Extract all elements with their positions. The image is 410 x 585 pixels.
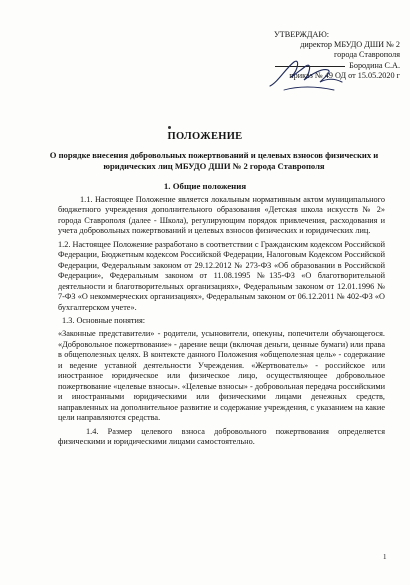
paragraph-1-1: 1.1. Настоящее Положение является локальным нормативным актом муниципального бюджетного учреждения дополнительного образования «Детская школа искусств № 2» города Ставрополя (далее - Школа), регулирующим порядок привлечения, расходования и учета добровольных пожертвований и целевых взносов физических и юридических лиц. [58,195,385,236]
signature-line [275,66,345,67]
document-subtitle: О порядке внесения добровольных пожертвований и целевых взносов физических и юридических лиц МБУДО ДШИ № 2 города Ставрополя [49,150,379,171]
approval-position: директор МБУДО ДШИ № 2 [300,40,400,50]
document-title: ПОЛОЖЕНИЕ [167,131,243,142]
approval-block [210,30,400,81]
paragraph-definitions: «Законные представители» - родители, усыновители, опекуны, попечители обучающегося. «Добровольное пожертвование» - дарение вещи (включая деньги, ценные бумаги) или права в общеполезных целях. В контексте данного Положения «общеполезная цель» - содержание и ведение уставной деятельности Учреждения. «Жертвователь» - российское или иностранное юридическое или физическое лицо, осуществляющее добровольное пожертвование «целевые взносы». «Целевые взносы» - добровольная передача российскими и иностранными юридическими или физическими лицами денежных средств, направленных на дополнительное развитие и содержание учреждения, с указанием на какие цели направляются средства. [58,329,385,423]
paragraph-1-3: 1.3. Основные понятия: [62,315,146,325]
stray-mark [168,126,171,129]
page-number: 1 [383,553,387,561]
approval-heading: УТВЕРЖДАЮ: [274,30,330,39]
approval-signer-line [210,61,400,71]
paragraph-1-2: 1.2. Настоящее Положение разработано в соответствии с Гражданским кодексом Российской Федерации, Бюджетным кодексом Российской Федерации, Налоговым Кодексом Российской Федерации, Федеральным законом от 29.12.2012 № 273-ФЗ «Об образовании в Российской Федерации», Федеральным законом от 11.08.1995 №135-ФЗ «О благотворительной деятельности и благотворительных организациях», Федеральным законом от 12.01.1996 № 7-ФЗ «О некоммерческих организациях», Федеральным законом от 06.12.2011 № 402-ФЗ «О бухгалтерском учете». [58,239,385,312]
paragraph-1-4: 1.4. Размер целевого взноса добровольного пожертвования определяется физическими и юридическими лицами самостоятельно. [58,426,385,446]
section-heading: 1. Общие положения [163,181,247,191]
document-body [58,195,385,450]
approval-signer: Бородина С.А. [349,60,400,70]
approval-order: приказ № 49 ОД от 15.05.2020 г [289,70,400,80]
approval-city: города Ставрополя [334,50,400,60]
